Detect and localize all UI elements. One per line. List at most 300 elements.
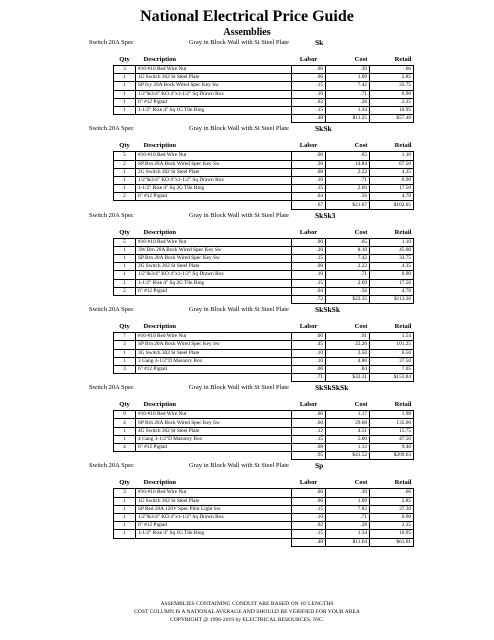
table-row [114, 489, 414, 497]
table-row [114, 444, 414, 452]
total-spacer [114, 538, 136, 546]
total-spacer [136, 201, 292, 209]
table-header-row [114, 140, 414, 152]
table-row [114, 513, 414, 521]
table-row [114, 522, 414, 530]
cell-retail: 45.00 [370, 246, 414, 254]
cell-description: 2G Switch 302 St Steel Plate [136, 263, 292, 271]
cell-qty: 1 [114, 435, 136, 443]
cell-retail: 1.98 [370, 411, 414, 419]
cell-retail: 15.75 [370, 427, 414, 435]
assembly-table [113, 54, 414, 123]
cell-retail: .66 [370, 489, 414, 497]
column-header-retail: Retail [370, 321, 414, 333]
column-header-labor: Labor [292, 399, 326, 411]
cell-retail: .66 [370, 66, 414, 74]
total-retail: $61.01 [370, 538, 414, 546]
total-cost: $32.31 [326, 374, 370, 382]
assembly-section [0, 382, 494, 460]
table-row [114, 106, 414, 114]
assembly-header [0, 210, 494, 221]
assembly-description: Gray in Block Wall with St Steel Plate [189, 384, 289, 392]
cell-retail: 2.85 [370, 497, 414, 505]
cell-description: SP Ivy 20A Bock Wired Spec Key Sw [136, 82, 292, 90]
cell-retail: 4.70 [370, 287, 414, 295]
assembly-table [113, 140, 414, 209]
column-header-qty: Qty [114, 227, 136, 239]
assembly-code: Sp [315, 461, 324, 471]
column-header-qty: Qty [114, 54, 136, 66]
cell-cost: 29.68 [326, 419, 370, 427]
table-row [114, 255, 414, 263]
cell-qty: 3 [114, 341, 136, 349]
cell-retail: 4.70 [370, 193, 414, 201]
cell-retail: 33.75 [370, 82, 414, 90]
cell-retail: 1.54 [370, 333, 414, 341]
cell-cost: .56 [326, 287, 370, 295]
cell-retail: 1.10 [370, 152, 414, 160]
total-spacer [114, 295, 136, 303]
cell-description: #16-#10 Red Wire Nut [136, 333, 292, 341]
cell-labor: .15 [292, 435, 326, 443]
total-spacer [136, 115, 292, 123]
column-header-cost: Cost [326, 321, 370, 333]
assembly-spec: Switch 20A Spec [89, 125, 134, 133]
table-row [114, 246, 414, 254]
assembly-header [0, 460, 494, 471]
cell-labor: .15 [292, 185, 326, 193]
cell-labor: .00 [292, 152, 326, 160]
cell-description: 6" #12 Pigtail [136, 98, 292, 106]
cell-qty: 1 [114, 349, 136, 357]
cell-qty: 1 [114, 271, 136, 279]
cell-labor: .06 [292, 497, 326, 505]
cell-cost: .28 [326, 522, 370, 530]
column-header-description: Description [136, 321, 292, 333]
cell-qty: 1 [114, 90, 136, 98]
assembly-table [113, 399, 414, 460]
cell-labor: .08 [292, 444, 326, 452]
assembly-section [0, 123, 494, 209]
total-spacer [114, 115, 136, 123]
assembly-description: Gray in Block Wall with St Steel Plate [189, 211, 289, 219]
table-row [114, 419, 414, 427]
cell-description: 3W Brn 20A Bock Wired Spec Key Sw [136, 246, 292, 254]
cell-qty: 1 [114, 427, 136, 435]
cell-cost: 7.42 [326, 255, 370, 263]
table-header-row [114, 477, 414, 489]
cell-labor: .12 [292, 427, 326, 435]
assembly-spec: Switch 20A Spec [89, 306, 134, 314]
cell-cost: 7.83 [326, 505, 370, 513]
cell-qty: 2 [114, 193, 136, 201]
total-spacer [114, 201, 136, 209]
cell-labor: .10 [292, 513, 326, 521]
cell-labor: .08 [292, 263, 326, 271]
total-retail: $113.30 [370, 295, 414, 303]
total-retail: $57.46 [370, 115, 414, 123]
total-row [114, 295, 414, 303]
cell-description: 1/2"&3/4" KO 4"x1-1/2" Sq Drawn Box [136, 90, 292, 98]
assembly-sections [0, 37, 494, 547]
cell-qty: 1 [114, 357, 136, 365]
footer-copyright: COPYRIGHT @ 1996-2019 by ELECTRICAL RESOURCES, INC. [169, 617, 324, 623]
cell-labor: .04 [292, 193, 326, 201]
cell-cost: .56 [326, 193, 370, 201]
cell-labor: .00 [292, 66, 326, 74]
cell-retail: 67.50 [370, 160, 414, 168]
cell-labor: .15 [292, 505, 326, 513]
table-row [114, 427, 414, 435]
cell-labor: .06 [292, 74, 326, 82]
cell-description: 6" #12 Pigtail [136, 522, 292, 530]
cell-retail: 101.25 [370, 341, 414, 349]
cell-qty: 3 [114, 365, 136, 373]
assembly-table [113, 227, 414, 305]
cell-description: SP Brn 20A Bock Wired Spec Key Sw [136, 419, 292, 427]
total-row [114, 452, 414, 460]
cell-cost: .84 [326, 365, 370, 373]
footer-note-cost: COST COLUMN IS A NATIONAL AVERAGE AND SHOULD BE VERIFIED FOR YOUR AREA [134, 609, 360, 615]
column-header-labor: Labor [292, 477, 326, 489]
cell-description: 1-1/2" Rise 4" Sq 1G Tile Ring [136, 530, 292, 538]
cell-cost: 2.69 [326, 185, 370, 193]
total-labor: .48 [292, 538, 326, 546]
cell-retail: 33.75 [370, 255, 414, 263]
assembly-section [0, 460, 494, 546]
cell-description: #16-#10 Red Wire Nut [136, 152, 292, 160]
cell-retail: 2.35 [370, 522, 414, 530]
assembly-description: Gray in Block Wall with St Steel Plate [189, 39, 289, 46]
cell-retail: 4.35 [370, 263, 414, 271]
cell-qty: 4 [114, 444, 136, 452]
cell-description: 1-1/2" Rise 4" Sq 1G Tile Ring [136, 106, 292, 114]
table-row [114, 349, 414, 357]
table-row [114, 435, 414, 443]
assembly-section [0, 304, 494, 382]
table-row [114, 168, 414, 176]
cell-retail: 10.95 [370, 530, 414, 538]
cell-qty: 5 [114, 152, 136, 160]
total-spacer [114, 452, 136, 460]
assembly-description: Gray in Block Wall with St Steel Plate [189, 306, 289, 314]
column-header-qty: Qty [114, 477, 136, 489]
cell-qty: 1 [114, 98, 136, 106]
total-row [114, 538, 414, 546]
total-labor: .67 [292, 201, 326, 209]
cell-description: 1G Switch 302 St Steel Plate [136, 74, 292, 82]
column-header-retail: Retail [370, 477, 414, 489]
column-header-description: Description [136, 227, 292, 239]
total-cost: $21.67 [326, 201, 370, 209]
total-spacer [136, 538, 292, 546]
column-header-retail: Retail [370, 399, 414, 411]
table-row [114, 341, 414, 349]
cell-cost: .71 [326, 271, 370, 279]
page-subtitle: Assemblies [223, 27, 271, 38]
cell-labor: .10 [292, 349, 326, 357]
assembly-spec: Switch 20A Spec [89, 211, 134, 219]
assembly-header [0, 382, 494, 393]
cell-qty: 1 [114, 246, 136, 254]
cell-qty: 2 [114, 160, 136, 168]
assembly-spec: Switch 20A Spec [89, 39, 134, 46]
table-row [114, 160, 414, 168]
assembly-header [0, 37, 494, 48]
assembly-table [113, 477, 414, 546]
table-row [114, 357, 414, 365]
assembly-code: SkSk [315, 124, 332, 134]
total-row [114, 115, 414, 123]
cell-labor: .00 [292, 333, 326, 341]
cell-retail: 17.50 [370, 279, 414, 287]
cell-retail: 2.35 [370, 98, 414, 106]
cell-qty: 1 [114, 505, 136, 513]
cell-cost: 3.50 [326, 349, 370, 357]
cell-cost: .71 [326, 90, 370, 98]
cell-cost: 4.80 [326, 357, 370, 365]
total-labor: .95 [292, 452, 326, 460]
assembly-code: Sk [315, 38, 324, 47]
cell-description: 4G Switch 302 St Steel Plate [136, 427, 292, 435]
cell-description: 4 Gang 3-1/2"D Masonry Box [136, 435, 292, 443]
cell-labor: .10 [292, 271, 326, 279]
table-row [114, 497, 414, 505]
cell-cost: .28 [326, 98, 370, 106]
column-header-description: Description [136, 399, 292, 411]
cell-qty: 3 [114, 66, 136, 74]
column-header-labor: Labor [292, 140, 326, 152]
cell-qty: 1 [114, 497, 136, 505]
table-row [114, 333, 414, 341]
cell-retail: 47.50 [370, 435, 414, 443]
cell-labor: .15 [292, 106, 326, 114]
cell-qty: 2 [114, 287, 136, 295]
table-header-row [114, 54, 414, 66]
cell-description: 3 Gang 3-1/2"D Masonry Box [136, 357, 292, 365]
cell-labor: .00 [292, 411, 326, 419]
total-spacer [136, 452, 292, 460]
cell-retail: 37.50 [370, 357, 414, 365]
cell-cost: 4.51 [326, 427, 370, 435]
cell-cost: .65 [326, 152, 370, 160]
cell-cost: 1.34 [326, 106, 370, 114]
cell-cost: 1.09 [326, 497, 370, 505]
cell-retail: 1.10 [370, 238, 414, 246]
cell-cost: 1.17 [326, 411, 370, 419]
cell-qty: 1 [114, 263, 136, 271]
cell-labor: .10 [292, 176, 326, 184]
table-header-row [114, 321, 414, 333]
cell-description: 1-1/2" Rise 4" Sq 2G Tile Ring [136, 185, 292, 193]
cell-qty: 1 [114, 74, 136, 82]
table-row [114, 82, 414, 90]
cell-retail: 6.50 [370, 349, 414, 357]
assembly-code: SkSkSkSk [315, 383, 349, 393]
assembly-description: Gray in Block Wall with St Steel Plate [189, 125, 289, 133]
column-header-labor: Labor [292, 321, 326, 333]
cell-cost: 2.69 [326, 279, 370, 287]
cell-labor: .15 [292, 82, 326, 90]
total-row [114, 201, 414, 209]
cell-cost: 1.09 [326, 74, 370, 82]
page-footer [0, 600, 494, 624]
cell-labor: .30 [292, 160, 326, 168]
column-header-qty: Qty [114, 140, 136, 152]
total-cost: $22.35 [326, 295, 370, 303]
total-labor: .71 [292, 374, 326, 382]
table-row [114, 271, 414, 279]
cell-cost: 2.22 [326, 263, 370, 271]
column-header-labor: Labor [292, 54, 326, 66]
cell-cost: .91 [326, 333, 370, 341]
table-row [114, 74, 414, 82]
total-retail: $153.84 [370, 374, 414, 382]
total-spacer [114, 374, 136, 382]
cell-labor: .00 [292, 238, 326, 246]
cell-cost: .71 [326, 513, 370, 521]
cell-description: 1/2"&3/4" KO 4"x1-1/2" Sq Drawn Box [136, 271, 292, 279]
cell-labor: .15 [292, 530, 326, 538]
cell-cost: 22.26 [326, 341, 370, 349]
column-header-retail: Retail [370, 227, 414, 239]
cell-retail: 135.00 [370, 419, 414, 427]
cell-labor: .15 [292, 279, 326, 287]
column-header-cost: Cost [326, 227, 370, 239]
cell-description: 6" #12 Pigtail [136, 365, 292, 373]
column-header-retail: Retail [370, 54, 414, 66]
cell-qty: 1 [114, 513, 136, 521]
cell-labor: .60 [292, 419, 326, 427]
column-header-retail: Retail [370, 140, 414, 152]
cell-retail: 2.85 [370, 74, 414, 82]
cell-retail: 9.40 [370, 444, 414, 452]
cell-description: 2G Switch 302 St Steel Plate [136, 168, 292, 176]
cell-labor: .20 [292, 246, 326, 254]
total-row [114, 374, 414, 382]
cell-cost: 5.00 [326, 435, 370, 443]
cell-qty: 1 [114, 522, 136, 530]
cell-description: #16-#10 Red Wire Nut [136, 66, 292, 74]
total-labor: .48 [292, 115, 326, 123]
cell-description: 6" #12 Pigtail [136, 287, 292, 295]
table-row [114, 365, 414, 373]
column-header-description: Description [136, 54, 292, 66]
cell-description: 6" #12 Pigtail [136, 444, 292, 452]
cell-cost: .65 [326, 238, 370, 246]
table-header-row [114, 399, 414, 411]
cell-labor: .45 [292, 341, 326, 349]
table-row [114, 287, 414, 295]
cell-cost: .39 [326, 489, 370, 497]
cell-retail: 6.90 [370, 271, 414, 279]
cell-description: #16-#10 Red Wire Nut [136, 238, 292, 246]
cell-cost: 14.84 [326, 160, 370, 168]
total-cost: $41.52 [326, 452, 370, 460]
cell-description: #16-#10 Red Wire Nut [136, 489, 292, 497]
total-cost: $11.25 [326, 115, 370, 123]
footer-note-conduit: ASSEMBLIES CONTAINING CONDUIT ARE BASED ON 10' LENGTHS [160, 601, 334, 607]
cell-qty: 4 [114, 419, 136, 427]
table-row [114, 185, 414, 193]
table-row [114, 193, 414, 201]
table-row [114, 279, 414, 287]
table-row [114, 530, 414, 538]
cell-cost: .71 [326, 176, 370, 184]
column-header-cost: Cost [326, 477, 370, 489]
table-row [114, 411, 414, 419]
cell-retail: 10.95 [370, 106, 414, 114]
total-labor: .72 [292, 295, 326, 303]
cell-description: 1-1/2" Rise 4" Sq 2G Tile Ring [136, 279, 292, 287]
cell-description: SP Brn 20A Bock Wired Spec Key Sw [136, 341, 292, 349]
cell-description: 6" #12 Pigtail [136, 193, 292, 201]
cell-retail: 37.30 [370, 505, 414, 513]
cell-retail: 6.90 [370, 176, 414, 184]
cell-labor: .10 [292, 90, 326, 98]
cell-qty: 1 [114, 176, 136, 184]
cell-qty: 1 [114, 279, 136, 287]
column-header-labor: Labor [292, 227, 326, 239]
total-retail: $209.63 [370, 452, 414, 460]
cell-cost: 2.22 [326, 168, 370, 176]
table-row [114, 90, 414, 98]
cell-labor: .04 [292, 287, 326, 295]
table-row [114, 66, 414, 74]
cell-qty: 1 [114, 106, 136, 114]
cell-description: SP Brn 20A Bock Wired Spec Key Sw [136, 160, 292, 168]
cell-retail: 6.90 [370, 513, 414, 521]
cell-qty: 7 [114, 333, 136, 341]
cell-description: 1/2"&3/4" KO 4"x1-1/2" Sq Drawn Box [136, 176, 292, 184]
cell-cost: .39 [326, 66, 370, 74]
total-spacer [136, 295, 292, 303]
column-header-description: Description [136, 477, 292, 489]
column-header-cost: Cost [326, 399, 370, 411]
cell-qty: 5 [114, 238, 136, 246]
total-retail: $102.05 [370, 201, 414, 209]
assembly-spec: Switch 20A Spec [89, 384, 134, 392]
cell-labor: .08 [292, 168, 326, 176]
column-header-cost: Cost [326, 54, 370, 66]
cell-description: SP Red 20A 120V Spec Pilot Light Sw [136, 505, 292, 513]
cell-retail: 7.05 [370, 365, 414, 373]
cell-qty: 1 [114, 530, 136, 538]
assembly-header [0, 123, 494, 134]
page-title: National Electrical Price Guide [140, 8, 354, 25]
cell-labor: .00 [292, 489, 326, 497]
cell-labor: .10 [292, 357, 326, 365]
cell-cost: 1.12 [326, 444, 370, 452]
column-header-qty: Qty [114, 321, 136, 333]
table-row [114, 505, 414, 513]
table-row [114, 263, 414, 271]
cell-qty: 9 [114, 411, 136, 419]
assembly-section [0, 37, 494, 123]
table-header-row [114, 227, 414, 239]
cell-description: 3G Switch 302 St Steel Plate [136, 349, 292, 357]
cell-labor: .06 [292, 365, 326, 373]
cell-retail: 6.90 [370, 90, 414, 98]
cell-labor: .02 [292, 522, 326, 530]
assembly-description: Gray in Block Wall with St Steel Plate [189, 462, 289, 470]
cell-qty: 1 [114, 185, 136, 193]
cell-labor: .02 [292, 98, 326, 106]
table-row [114, 152, 414, 160]
cell-qty: 1 [114, 168, 136, 176]
cell-cost: 1.34 [326, 530, 370, 538]
cell-qty: 1 [114, 255, 136, 263]
